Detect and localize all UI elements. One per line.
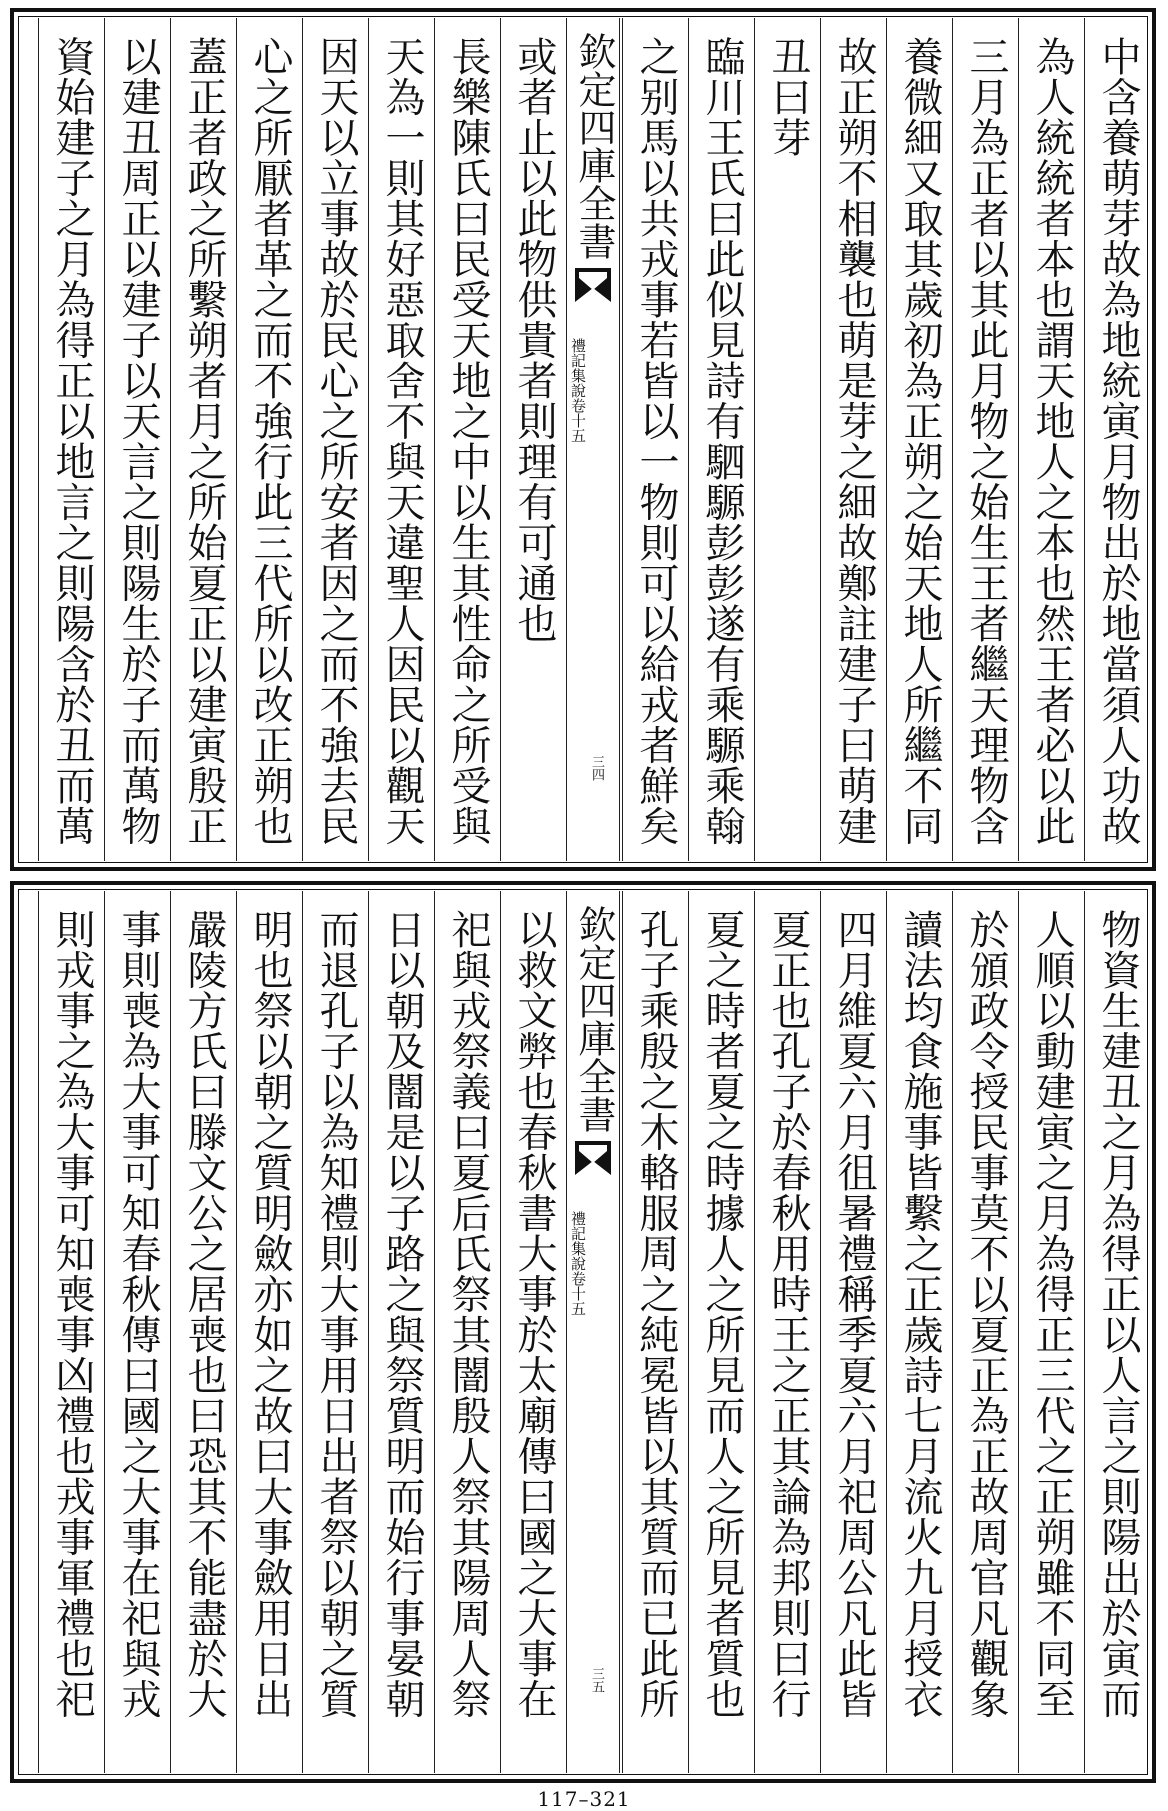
column-text: 而退孔子以為知禮則大事用日出者祭以朝之質 — [313, 909, 359, 1719]
volume-label: 卷十五 — [569, 398, 587, 443]
text-column — [688, 891, 754, 1773]
column-text: 長樂陳氏曰民受天地之中以生其性命之所受與 — [445, 36, 491, 846]
column-text: 夏正也孔子於春秋用時王之正其論為邦則曰行 — [765, 909, 811, 1719]
column-text: 以救文弊也春秋書大事於太廟傳曰國之大事在 — [511, 909, 557, 1719]
text-column — [368, 18, 434, 861]
text-column — [754, 18, 820, 861]
text-column — [434, 18, 500, 861]
text-column — [886, 18, 952, 861]
text-column — [104, 18, 170, 861]
book-and-volume-label — [569, 1211, 586, 1316]
top-page-panel — [10, 8, 1156, 871]
column-text: 之别馬以共戎事若皆以一物則可以給戎者鮮矣 — [633, 36, 679, 846]
column-text: 祀與戎祭義曰夏后氏祭其闇殷人祭其陽周人祭 — [445, 909, 491, 1719]
center-fold-column — [566, 891, 620, 1773]
column-text: 明也祭以朝之質明斂亦如之故曰大事斂用日出 — [247, 909, 293, 1719]
book-and-volume-label — [569, 338, 586, 443]
column-text: 資始建子之月為得正以地言之則陽含於丑而萬 — [49, 36, 95, 846]
column-text: 於頒政令授民事莫不以夏正為正故周官凡觀象 — [963, 909, 1009, 1719]
text-column — [820, 18, 886, 861]
book-series-title: 欽定四庫全書 — [572, 32, 616, 260]
text-column — [952, 18, 1018, 861]
text-column — [500, 891, 566, 1773]
text-column — [434, 891, 500, 1773]
text-column — [170, 18, 236, 861]
leaf-number: 三四 — [589, 755, 604, 781]
column-text: 事則喪為大事可知春秋傳曰國之大事在祀與戎 — [115, 909, 161, 1719]
column-text: 夏之時者夏之時據人之所見而人之所見者質也 — [699, 909, 745, 1719]
column-text: 則戎事之為大事可知喪事凶禮也戎事軍禮也祀 — [49, 909, 95, 1719]
column-text: 因天以立事故於民心之所安者因之而不強去民 — [313, 36, 359, 846]
column-text: 日以朝及闇是以子路之與祭質明而始行事晏朝 — [379, 909, 425, 1719]
column-text: 物資生建丑之月為得正以人言之則陽出於寅而 — [1095, 909, 1141, 1719]
column-text: 丑曰芽 — [765, 36, 811, 158]
column-text: 臨川王氏曰此似見詩有駟騵彭彭遂有乘騵乘翰 — [699, 36, 745, 846]
column-text: 天為一則其好惡取舍不與天違聖人因民以觀天 — [379, 36, 425, 846]
column-text: 心之所厭者革之而不強行此三代所以改正朔也 — [247, 36, 293, 846]
column-text: 中含養萌芽故為地統寅月物出於地當須人功故 — [1095, 36, 1141, 846]
column-text: 為人統統者本也謂天地人之本也然王者必以此 — [1029, 36, 1075, 846]
column-text: 嚴陵方氏曰滕文公之居喪也曰恐其不能盡於大 — [181, 909, 227, 1719]
column-text: 孔子乘殷之木輅服周之純冕皆以其質而已此所 — [633, 909, 679, 1719]
text-column — [622, 18, 688, 861]
text-column — [302, 18, 368, 861]
text-column — [1018, 891, 1084, 1773]
text-column — [38, 891, 104, 1773]
book-label: 禮記集說 — [569, 1211, 587, 1271]
column-text: 故正朔不相襲也萌是芽之細故鄭註建子曰萌建 — [831, 36, 877, 846]
text-column — [688, 18, 754, 861]
column-text: 四月維夏六月徂暑禮稱季夏六月祀周公凡此皆 — [831, 909, 877, 1719]
center-fold-column — [566, 18, 620, 861]
text-column — [170, 891, 236, 1773]
text-column — [236, 18, 302, 861]
text-column — [302, 891, 368, 1773]
column-text: 人順以動建寅之月為得正三代之正朔雖不同至 — [1029, 909, 1075, 1719]
text-column — [500, 18, 566, 861]
text-column — [236, 891, 302, 1773]
column-text: 以建丑周正以建子以天言之則陽生於子而萬物 — [115, 36, 161, 846]
page-code: 117–321 — [537, 1787, 631, 1811]
text-column — [1084, 18, 1150, 861]
column-text: 蓋正者政之所繫朔者月之所始夏正以建寅殷正 — [181, 36, 227, 846]
text-column — [622, 891, 688, 1773]
text-column — [754, 891, 820, 1773]
column-text: 讀法均食施事皆繫之正歲詩七月流火九月授衣 — [897, 909, 943, 1719]
text-column — [368, 891, 434, 1773]
text-column — [886, 891, 952, 1773]
volume-label: 卷十五 — [569, 1271, 587, 1316]
column-text: 三月為正者以其此月物之始生王者繼天理物含 — [963, 36, 1009, 846]
text-column — [104, 891, 170, 1773]
text-column — [820, 891, 886, 1773]
fish-tail-mark-icon — [575, 1141, 611, 1175]
leaf-number: 三五 — [589, 1667, 604, 1693]
book-label: 禮記集說 — [569, 338, 587, 398]
text-column — [1018, 18, 1084, 861]
text-column — [952, 891, 1018, 1773]
column-text: 或者止以此物供貴者則理有可通也 — [511, 36, 557, 644]
text-column — [38, 18, 104, 861]
book-series-title: 欽定四庫全書 — [572, 905, 616, 1133]
bottom-page-panel — [10, 881, 1156, 1783]
column-text: 養微細又取其歲初為正朔之始天地人所繼不同 — [897, 36, 943, 846]
fish-tail-mark-icon — [575, 268, 611, 302]
text-column — [1084, 891, 1150, 1773]
